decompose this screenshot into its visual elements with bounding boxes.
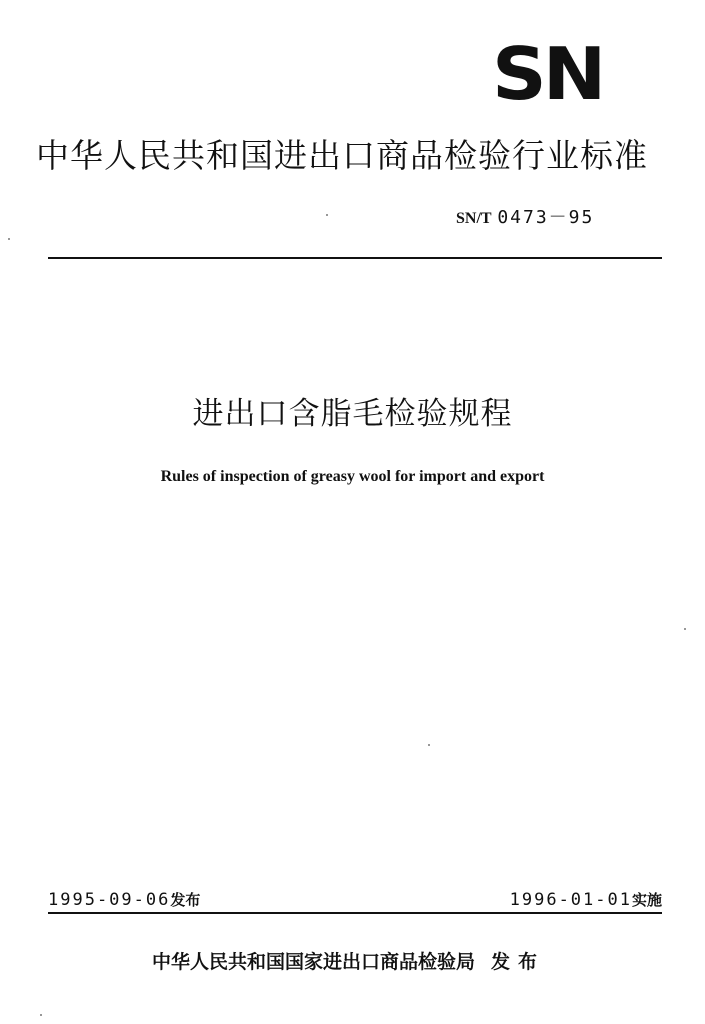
publisher-line (152, 948, 545, 976)
date-row (48, 888, 662, 914)
scan-speck (8, 238, 10, 240)
footer-divider (48, 912, 662, 914)
effective-date-block (510, 888, 662, 912)
publisher-name: 中华人民共和国国家进出口商品检验局 (152, 951, 476, 973)
document-title: 进出口含脂毛检验规程 (192, 396, 513, 432)
issue-label: 发布 (170, 891, 201, 909)
standard-code-number: 0473－95 (497, 207, 595, 228)
scan-speck (326, 214, 328, 216)
sn-logo: SN (492, 31, 603, 117)
scan-speck (428, 744, 430, 746)
standard-code (456, 206, 594, 231)
effective-date: 1996-01-01 (509, 890, 632, 910)
standard-code-prefix: SN/T (456, 210, 492, 227)
issue-date: 1995-09-06 (48, 890, 171, 910)
scan-speck (684, 628, 686, 630)
issue-date-block (48, 888, 200, 912)
header-divider (48, 257, 662, 259)
document-subtitle-english: Rules of inspection of greasy wool for import and export (160, 468, 545, 485)
organization-title: 中华人民共和国进出口商品检验行业标准 (36, 136, 648, 175)
publisher-action: 发布 (491, 951, 546, 973)
scan-speck (40, 1014, 42, 1016)
effective-label: 实施 (631, 891, 662, 909)
